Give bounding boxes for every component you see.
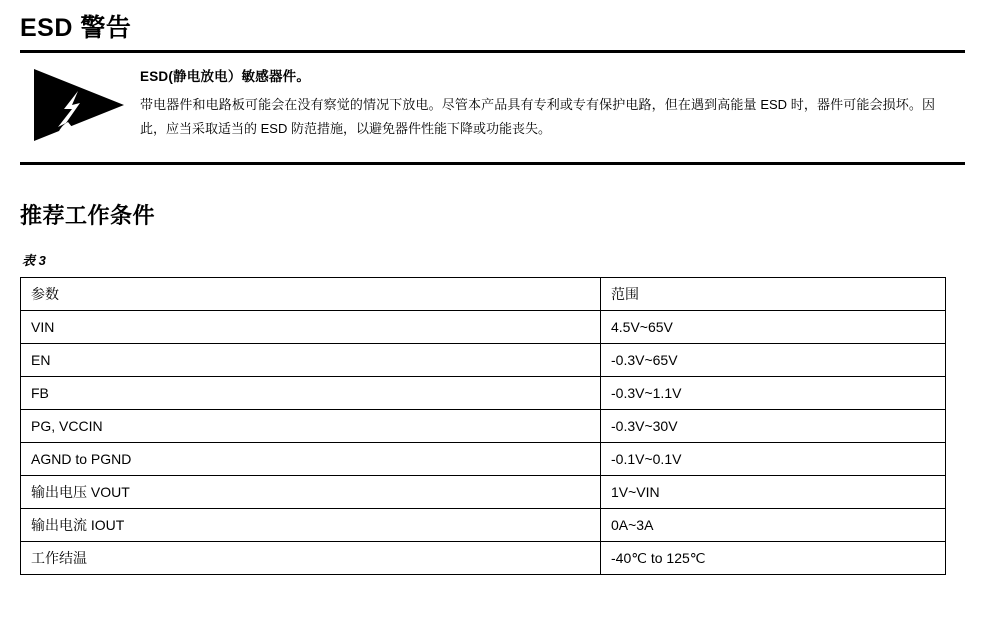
esd-notice-title: ESD(静电放电）敏感器件。	[140, 69, 311, 84]
cell-parameter: 工作结温	[21, 542, 601, 575]
cell-parameter: 输出电压 VOUT	[21, 476, 601, 509]
table-row	[21, 311, 946, 344]
esd-section-rule	[20, 162, 965, 165]
column-header-parameter: 参数	[21, 278, 601, 311]
cell-parameter: 输出电流 IOUT	[21, 509, 601, 542]
table-row	[21, 377, 946, 410]
cell-range: 0A~3A	[601, 509, 946, 542]
esd-notice-body: 带电器件和电路板可能会在没有察觉的情况下放电。尽管本产品具有专利或专有保护电路，但在遇到高能量 ESD 时，器件可能会损坏。因此，应当采取适当的 ESD 防范措施，以避免器件性能下降或功能丧失。	[140, 97, 935, 137]
cell-range: 4.5V~65V	[601, 311, 946, 344]
cell-range: -40℃ to 125℃	[601, 542, 946, 575]
esd-notice-text	[140, 65, 965, 141]
cell-range: -0.3V~30V	[601, 410, 946, 443]
esd-hand-discharge-icon	[20, 65, 140, 150]
cell-range: 1V~VIN	[601, 476, 946, 509]
esd-warning-heading: ESD 警告	[20, 14, 132, 42]
recommended-operating-conditions-heading: 推荐工作条件	[20, 203, 156, 228]
table-row	[21, 542, 946, 575]
cell-parameter: EN	[21, 344, 601, 377]
cell-parameter: AGND to PGND	[21, 443, 601, 476]
cell-range: -0.3V~1.1V	[601, 377, 946, 410]
table-row	[21, 344, 946, 377]
cell-range: -0.1V~0.1V	[601, 443, 946, 476]
operating-conditions-table	[20, 277, 946, 575]
cell-parameter: VIN	[21, 311, 601, 344]
table-row	[21, 476, 946, 509]
column-header-range: 范围	[601, 278, 946, 311]
cell-parameter: FB	[21, 377, 601, 410]
table-row	[21, 509, 946, 542]
table-row	[21, 410, 946, 443]
esd-warning-block	[20, 53, 965, 160]
table-row	[21, 443, 946, 476]
table-caption: 表 3	[22, 253, 46, 268]
document-page	[0, 8, 985, 634]
cell-range: -0.3V~65V	[601, 344, 946, 377]
table-header-row	[21, 278, 946, 311]
cell-parameter: PG, VCCIN	[21, 410, 601, 443]
